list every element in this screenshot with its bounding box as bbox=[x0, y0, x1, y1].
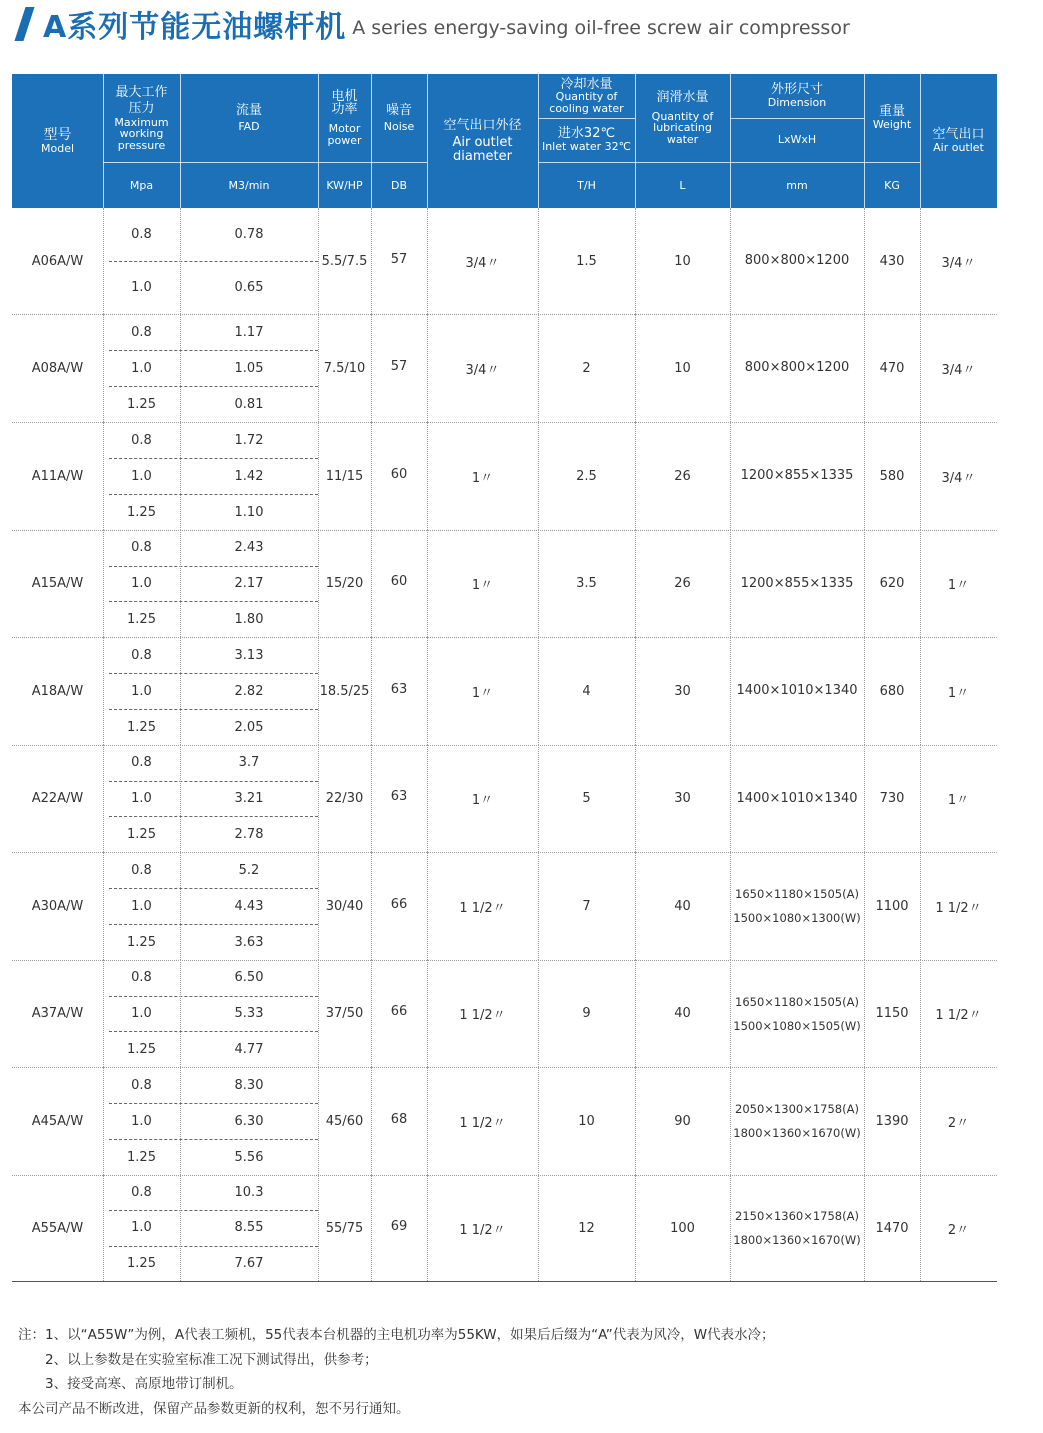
fad-cell: 3.21 bbox=[234, 790, 264, 806]
header-motor: 电机 功率 Motor power bbox=[327, 88, 362, 147]
cooling-cell: 3.5 bbox=[576, 576, 597, 591]
lube-cell: 100 bbox=[670, 1220, 695, 1236]
weight-cell: 1150 bbox=[875, 1006, 909, 1021]
pressure-cell: 0.8 bbox=[131, 1077, 152, 1093]
cooling-cell: 4 bbox=[582, 683, 591, 699]
notes bbox=[18, 1323, 775, 1421]
table-header bbox=[12, 74, 997, 208]
table-body bbox=[12, 208, 997, 1281]
header-dimension: 外形尺寸 Dimension bbox=[767, 82, 827, 110]
noise-cell: 60 bbox=[390, 574, 408, 589]
cooling-cell: 2 bbox=[582, 360, 591, 376]
model-cell: A45A/W bbox=[31, 1113, 84, 1129]
dimension-cell bbox=[730, 314, 864, 422]
page-title bbox=[16, 4, 850, 44]
header-cooling: 冷却水量 Quantity of cooling water bbox=[549, 76, 624, 115]
lube-cell: 40 bbox=[674, 898, 691, 914]
pressure-cell: 1.0 bbox=[131, 898, 152, 914]
pressure-cell: 1.0 bbox=[131, 1113, 152, 1129]
noise-cell: 57 bbox=[390, 358, 408, 374]
weight-cell: 730 bbox=[879, 791, 905, 806]
motor-cell: 11/15 bbox=[325, 468, 364, 484]
note-line: 本公司产品不断改进，保留产品参数更新的权利，恕不另行通知。 bbox=[18, 1400, 410, 1417]
cooling-cell: 1.5 bbox=[576, 253, 597, 269]
pressure-cell: 1.0 bbox=[131, 683, 152, 699]
header-lubricating: 润滑水量 Quantity of lubricating water bbox=[651, 89, 714, 146]
cooling-cell: 9 bbox=[582, 1006, 591, 1021]
outlet-cell: 1 1/2〃 bbox=[459, 1008, 506, 1023]
fad-cell: 0.78 bbox=[234, 227, 264, 242]
model-cell: A55A/W bbox=[31, 1220, 84, 1236]
pressure-cell: 1.0 bbox=[131, 1005, 152, 1021]
model-cell: A08A/W bbox=[31, 360, 84, 376]
noise-cell: 68 bbox=[390, 1111, 408, 1127]
fad-cell: 1.42 bbox=[234, 468, 264, 484]
motor-cell: 55/75 bbox=[325, 1220, 364, 1236]
air-outlet-cell: 1 1/2〃 bbox=[935, 900, 982, 916]
outlet-cell: 3/4〃 bbox=[465, 362, 500, 378]
weight-cell: 1390 bbox=[875, 1113, 909, 1129]
dimension-value: 1200×855×1335 bbox=[740, 575, 854, 591]
lube-cell: 10 bbox=[674, 360, 691, 376]
lube-cell: 10 bbox=[674, 253, 691, 269]
dimension-cell bbox=[730, 530, 864, 637]
air-outlet-cell: 3/4〃 bbox=[941, 255, 976, 271]
title-chinese: A系列节能无油螺杆机 bbox=[43, 10, 347, 45]
dimension-value: 2150×1360×1758(A) bbox=[735, 1209, 859, 1223]
fad-cell: 7.67 bbox=[234, 1255, 264, 1271]
lube-cell: 40 bbox=[674, 1006, 691, 1021]
table-row bbox=[12, 852, 997, 960]
pressure-cell: 1.25 bbox=[127, 611, 156, 627]
fad-cell: 0.65 bbox=[234, 280, 264, 295]
pressure-cell: 0.8 bbox=[131, 647, 152, 663]
pressure-cell: 0.8 bbox=[131, 970, 152, 986]
dimension-cell bbox=[730, 960, 864, 1067]
weight-cell: 1100 bbox=[875, 898, 909, 914]
motor-cell: 22/30 bbox=[325, 791, 364, 806]
outlet-cell: 1 1/2〃 bbox=[459, 1222, 506, 1238]
table-row bbox=[12, 530, 997, 637]
fad-cell: 2.78 bbox=[234, 826, 264, 842]
motor-cell: 37/50 bbox=[325, 1006, 364, 1021]
cooling-cell: 12 bbox=[578, 1220, 595, 1236]
motor-cell: 45/60 bbox=[325, 1113, 364, 1129]
dimension-cell bbox=[730, 422, 864, 530]
dimension-value: 1200×855×1335 bbox=[740, 468, 854, 483]
table-row bbox=[12, 637, 997, 745]
noise-cell: 69 bbox=[390, 1218, 408, 1234]
pressure-cell: 0.8 bbox=[131, 227, 152, 242]
pressure-cell: 1.0 bbox=[131, 360, 152, 376]
unit-lubricating: L bbox=[679, 178, 686, 192]
motor-cell: 18.5/25 bbox=[319, 683, 370, 699]
pressure-cell: 0.8 bbox=[131, 862, 152, 878]
outlet-cell: 1〃 bbox=[471, 685, 494, 701]
model-cell: A11A/W bbox=[31, 468, 84, 484]
weight-cell: 620 bbox=[879, 576, 905, 591]
header-air-outlet: 空气出口 Air outlet bbox=[932, 127, 985, 155]
noise-cell: 63 bbox=[390, 789, 408, 804]
motor-cell: 7.5/10 bbox=[323, 360, 366, 376]
header-cooling-inlet: 进水32℃ Inlet water 32℃ bbox=[541, 126, 632, 154]
fad-cell: 2.82 bbox=[234, 683, 264, 699]
cooling-cell: 7 bbox=[582, 898, 591, 914]
dimension-cell bbox=[730, 1067, 864, 1175]
air-outlet-cell: 1 1/2〃 bbox=[935, 1008, 982, 1023]
unit-fad: M3/min bbox=[228, 178, 270, 192]
pressure-cell: 1.0 bbox=[131, 1220, 152, 1236]
model-cell: A18A/W bbox=[31, 683, 84, 699]
fad-cell: 2.05 bbox=[234, 719, 264, 735]
fad-cell: 6.50 bbox=[234, 970, 264, 986]
table-row bbox=[12, 314, 997, 422]
air-outlet-cell: 2〃 bbox=[947, 1222, 970, 1238]
unit-cooling: T/H bbox=[577, 178, 596, 192]
fad-cell: 5.56 bbox=[234, 1149, 264, 1165]
note-line: 注：1、以“A55W”为例，A代表工频机，55代表本台机器的主电机功率为55KW，如果后后缀为“A”代表为风冷，W代表水冷； bbox=[18, 1327, 775, 1343]
cooling-cell: 10 bbox=[578, 1113, 595, 1129]
header-outlet-diameter: 空气出口外径 Air outlet diameter bbox=[443, 117, 522, 164]
cooling-cell: 2.5 bbox=[576, 468, 597, 484]
pressure-cell: 1.25 bbox=[127, 1041, 156, 1057]
header-model: 型号 Model bbox=[40, 126, 75, 155]
table-row bbox=[12, 745, 997, 852]
unit-noise: DB bbox=[390, 178, 408, 192]
outlet-cell: 3/4〃 bbox=[465, 255, 500, 271]
lube-cell: 30 bbox=[674, 683, 691, 699]
model-cell: A15A/W bbox=[31, 576, 84, 591]
model-cell: A22A/W bbox=[31, 791, 84, 806]
note-line: 2、以上参数是在实验室标准工况下测试得出，供参考； bbox=[18, 1351, 378, 1368]
table-row bbox=[12, 422, 997, 530]
dimension-cell bbox=[730, 208, 864, 314]
pressure-cell: 1.25 bbox=[127, 934, 156, 950]
outlet-cell: 1〃 bbox=[471, 793, 494, 808]
air-outlet-cell: 1〃 bbox=[947, 578, 970, 593]
unit-dimension: mm bbox=[786, 178, 808, 192]
fad-cell: 3.13 bbox=[234, 647, 264, 663]
lube-cell: 26 bbox=[674, 468, 691, 484]
noise-cell: 66 bbox=[390, 896, 408, 912]
pressure-cell: 1.25 bbox=[127, 504, 156, 520]
fad-cell: 8.55 bbox=[234, 1220, 264, 1236]
pressure-cell: 1.25 bbox=[127, 1149, 156, 1165]
fad-cell: 4.43 bbox=[234, 898, 264, 914]
pressure-cell: 1.25 bbox=[127, 826, 156, 842]
pressure-cell: 1.0 bbox=[131, 468, 152, 484]
motor-cell: 5.5/7.5 bbox=[321, 253, 368, 269]
pressure-cell: 1.0 bbox=[131, 280, 152, 295]
outlet-cell: 1 1/2〃 bbox=[459, 900, 506, 916]
pressure-cell: 0.8 bbox=[131, 1185, 152, 1201]
outlet-cell: 1〃 bbox=[471, 470, 494, 486]
fad-cell: 1.10 bbox=[234, 504, 264, 520]
air-outlet-cell: 3/4〃 bbox=[941, 470, 976, 486]
dimension-value: 1650×1180×1505(A) bbox=[735, 994, 859, 1009]
dimension-value: 2050×1300×1758(A) bbox=[735, 1102, 859, 1116]
fad-cell: 1.05 bbox=[234, 360, 264, 376]
motor-cell: 30/40 bbox=[325, 898, 364, 914]
pressure-cell: 0.8 bbox=[131, 755, 152, 771]
weight-cell: 430 bbox=[879, 253, 905, 269]
dimension-value: 1800×1360×1670(W) bbox=[733, 1233, 861, 1247]
noise-cell: 57 bbox=[390, 251, 408, 267]
pressure-cell: 1.25 bbox=[127, 1255, 156, 1271]
dimension-value: 800×800×1200 bbox=[744, 360, 850, 375]
dimension-value: 1800×1360×1670(W) bbox=[733, 1126, 861, 1140]
fad-cell: 1.72 bbox=[234, 432, 264, 448]
fad-cell: 10.3 bbox=[234, 1185, 264, 1201]
fad-cell: 0.81 bbox=[234, 396, 264, 412]
table-end-line bbox=[12, 1281, 997, 1282]
pressure-cell: 1.25 bbox=[127, 396, 156, 412]
outlet-cell: 1〃 bbox=[471, 578, 494, 593]
dimension-value: 1400×1010×1340 bbox=[736, 790, 858, 806]
lube-cell: 30 bbox=[674, 791, 691, 806]
pressure-cell: 1.0 bbox=[131, 790, 152, 806]
lube-cell: 26 bbox=[674, 576, 691, 591]
fad-cell: 3.7 bbox=[238, 755, 260, 771]
noise-cell: 63 bbox=[390, 681, 408, 697]
note-line: 3、接受高寒、高原地带订制机。 bbox=[18, 1376, 243, 1392]
dimension-cell bbox=[730, 745, 864, 852]
motor-cell: 15/20 bbox=[325, 576, 364, 591]
fad-cell: 5.33 bbox=[234, 1005, 264, 1021]
cooling-cell: 5 bbox=[582, 791, 591, 806]
weight-cell: 1470 bbox=[875, 1220, 909, 1236]
air-outlet-cell: 1〃 bbox=[947, 685, 970, 701]
fad-cell: 4.77 bbox=[234, 1041, 264, 1057]
table-row bbox=[12, 208, 997, 314]
unit-weight: KG bbox=[884, 178, 900, 192]
dimension-cell bbox=[730, 637, 864, 745]
dimension-value: 1400×1010×1340 bbox=[736, 683, 858, 698]
weight-cell: 580 bbox=[879, 468, 905, 484]
header-pressure: 最大工作压力 Maximum working pressure bbox=[114, 84, 169, 152]
table-row bbox=[12, 960, 997, 1067]
air-outlet-cell: 3/4〃 bbox=[941, 362, 976, 378]
dimension-value: 1650×1180×1505(A) bbox=[735, 887, 859, 901]
table-row bbox=[12, 1067, 997, 1175]
outlet-cell: 1 1/2〃 bbox=[459, 1115, 506, 1131]
lube-cell: 90 bbox=[674, 1113, 691, 1129]
header-noise: 噪音 Noise bbox=[383, 102, 415, 133]
title-slash-icon bbox=[14, 7, 34, 41]
model-cell: A30A/W bbox=[31, 898, 84, 914]
unit-pressure: Mpa bbox=[129, 178, 154, 192]
weight-cell: 470 bbox=[879, 360, 905, 376]
unit-motor: KW/HP bbox=[326, 178, 363, 192]
header-dimension-sub: LxWxH bbox=[777, 133, 817, 147]
fad-cell: 6.30 bbox=[234, 1113, 264, 1129]
pressure-cell: 0.8 bbox=[131, 324, 152, 340]
fad-cell: 1.80 bbox=[234, 611, 264, 627]
fad-cell: 8.30 bbox=[234, 1077, 264, 1093]
header-weight: 重量 Weight bbox=[872, 104, 912, 132]
dimension-value: 1500×1080×1505(W) bbox=[733, 1018, 861, 1033]
table-row bbox=[12, 1175, 997, 1281]
dimension-cell bbox=[730, 1175, 864, 1281]
header-fad: 流量 FAD bbox=[235, 102, 262, 133]
fad-cell: 1.17 bbox=[234, 324, 264, 340]
fad-cell: 2.43 bbox=[234, 540, 264, 556]
weight-cell: 680 bbox=[879, 683, 905, 699]
pressure-cell: 0.8 bbox=[131, 432, 152, 448]
fad-cell: 2.17 bbox=[234, 575, 264, 591]
model-cell: A37A/W bbox=[31, 1006, 84, 1021]
noise-cell: 66 bbox=[390, 1004, 408, 1019]
noise-cell: 60 bbox=[390, 466, 408, 482]
dimension-cell bbox=[730, 852, 864, 960]
pressure-cell: 1.0 bbox=[131, 575, 152, 591]
fad-cell: 3.63 bbox=[234, 934, 264, 950]
dimension-value: 1500×1080×1300(W) bbox=[733, 911, 861, 925]
fad-cell: 5.2 bbox=[238, 862, 260, 878]
title-english: A series energy-saving oil-free screw air compressor bbox=[352, 17, 850, 39]
pressure-cell: 0.8 bbox=[131, 540, 152, 556]
model-cell: A06A/W bbox=[31, 253, 84, 269]
pressure-cell: 1.25 bbox=[127, 719, 156, 735]
dimension-value: 800×800×1200 bbox=[744, 253, 850, 268]
air-outlet-cell: 1〃 bbox=[947, 793, 970, 808]
air-outlet-cell: 2〃 bbox=[947, 1115, 970, 1131]
